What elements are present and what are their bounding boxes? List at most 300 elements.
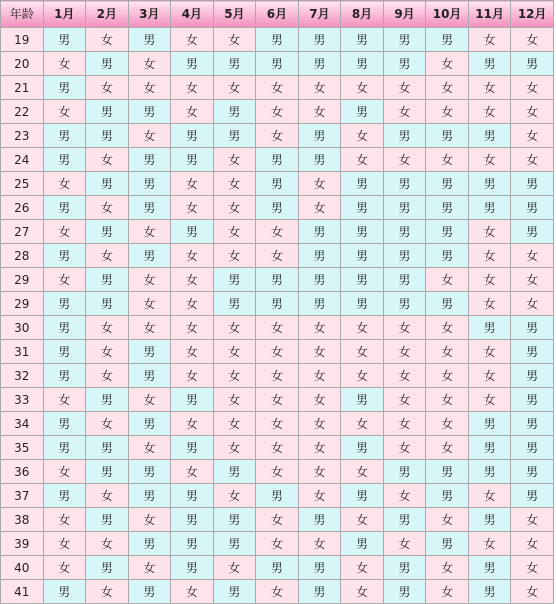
male-cell: 男 (426, 292, 469, 316)
table-row (1, 580, 554, 604)
table-row (1, 52, 554, 76)
female-cell: 女 (256, 100, 299, 124)
female-cell: 女 (341, 316, 384, 340)
female-cell: 女 (383, 100, 426, 124)
female-cell: 女 (256, 244, 299, 268)
age-cell: 36 (1, 460, 44, 484)
female-cell: 女 (298, 412, 341, 436)
male-cell: 男 (298, 28, 341, 52)
female-cell: 女 (341, 148, 384, 172)
male-cell: 男 (468, 196, 511, 220)
table-row (1, 28, 554, 52)
male-cell: 男 (298, 52, 341, 76)
male-cell: 男 (298, 556, 341, 580)
month-header: 8月 (341, 1, 384, 28)
male-cell: 男 (468, 124, 511, 148)
age-cell: 20 (1, 52, 44, 76)
female-cell: 女 (128, 556, 171, 580)
female-cell: 女 (468, 244, 511, 268)
female-cell: 女 (426, 148, 469, 172)
female-cell: 女 (171, 76, 214, 100)
age-cell: 29 (1, 268, 44, 292)
male-cell: 男 (383, 460, 426, 484)
female-cell: 女 (426, 580, 469, 604)
female-cell: 女 (43, 100, 86, 124)
table-row (1, 316, 554, 340)
male-cell: 男 (128, 364, 171, 388)
female-cell: 女 (213, 556, 256, 580)
female-cell: 女 (298, 76, 341, 100)
male-cell: 男 (426, 28, 469, 52)
male-cell: 男 (128, 460, 171, 484)
male-cell: 男 (43, 244, 86, 268)
male-cell: 男 (383, 124, 426, 148)
female-cell: 女 (341, 76, 384, 100)
female-cell: 女 (171, 364, 214, 388)
female-cell: 女 (256, 340, 299, 364)
male-cell: 男 (128, 100, 171, 124)
female-cell: 女 (86, 28, 129, 52)
female-cell: 女 (86, 580, 129, 604)
female-cell: 女 (256, 388, 299, 412)
female-cell: 女 (383, 148, 426, 172)
female-cell: 女 (511, 100, 554, 124)
female-cell: 女 (213, 412, 256, 436)
female-cell: 女 (86, 148, 129, 172)
female-cell: 女 (171, 580, 214, 604)
female-cell: 女 (511, 292, 554, 316)
female-cell: 女 (511, 268, 554, 292)
age-cell: 34 (1, 412, 44, 436)
table-row (1, 76, 554, 100)
male-cell: 男 (468, 460, 511, 484)
male-cell: 男 (171, 436, 214, 460)
male-cell: 男 (213, 532, 256, 556)
female-cell: 女 (86, 316, 129, 340)
male-cell: 男 (86, 268, 129, 292)
table-row (1, 436, 554, 460)
table-row (1, 364, 554, 388)
male-cell: 男 (43, 148, 86, 172)
male-cell: 男 (298, 244, 341, 268)
female-cell: 女 (383, 76, 426, 100)
female-cell: 女 (298, 172, 341, 196)
male-cell: 男 (426, 220, 469, 244)
female-cell: 女 (213, 196, 256, 220)
female-cell: 女 (426, 364, 469, 388)
male-cell: 男 (171, 508, 214, 532)
male-cell: 男 (341, 196, 384, 220)
female-cell: 女 (511, 76, 554, 100)
female-cell: 女 (213, 316, 256, 340)
female-cell: 女 (213, 388, 256, 412)
female-cell: 女 (426, 52, 469, 76)
male-cell: 男 (43, 292, 86, 316)
age-cell: 27 (1, 220, 44, 244)
female-cell: 女 (213, 340, 256, 364)
female-cell: 女 (43, 220, 86, 244)
female-cell: 女 (213, 484, 256, 508)
female-cell: 女 (86, 196, 129, 220)
female-cell: 女 (468, 484, 511, 508)
female-cell: 女 (468, 28, 511, 52)
age-cell: 19 (1, 28, 44, 52)
male-cell: 男 (128, 340, 171, 364)
female-cell: 女 (86, 244, 129, 268)
female-cell: 女 (213, 364, 256, 388)
male-cell: 男 (383, 196, 426, 220)
male-cell: 男 (511, 52, 554, 76)
male-cell: 男 (511, 460, 554, 484)
male-cell: 男 (256, 172, 299, 196)
age-cell: 31 (1, 340, 44, 364)
male-cell: 男 (128, 532, 171, 556)
male-cell: 男 (171, 52, 214, 76)
female-cell: 女 (383, 364, 426, 388)
age-cell: 26 (1, 196, 44, 220)
female-cell: 女 (128, 292, 171, 316)
female-cell: 女 (128, 436, 171, 460)
female-cell: 女 (468, 148, 511, 172)
female-cell: 女 (511, 508, 554, 532)
male-cell: 男 (511, 196, 554, 220)
female-cell: 女 (128, 268, 171, 292)
male-cell: 男 (426, 244, 469, 268)
female-cell: 女 (383, 340, 426, 364)
female-cell: 女 (383, 532, 426, 556)
table-row (1, 340, 554, 364)
male-cell: 男 (468, 436, 511, 460)
female-cell: 女 (256, 508, 299, 532)
male-cell: 男 (511, 172, 554, 196)
male-cell: 男 (383, 268, 426, 292)
female-cell: 女 (213, 76, 256, 100)
male-cell: 男 (256, 556, 299, 580)
month-header: 2月 (86, 1, 129, 28)
table-row (1, 196, 554, 220)
male-cell: 男 (171, 556, 214, 580)
male-cell: 男 (128, 484, 171, 508)
female-cell: 女 (171, 316, 214, 340)
female-cell: 女 (171, 244, 214, 268)
female-cell: 女 (43, 268, 86, 292)
age-cell: 30 (1, 316, 44, 340)
female-cell: 女 (511, 244, 554, 268)
male-cell: 男 (426, 172, 469, 196)
female-cell: 女 (383, 436, 426, 460)
male-cell: 男 (43, 196, 86, 220)
female-cell: 女 (426, 268, 469, 292)
male-cell: 男 (468, 52, 511, 76)
female-cell: 女 (341, 580, 384, 604)
month-header: 1月 (43, 1, 86, 28)
female-cell: 女 (298, 532, 341, 556)
female-cell: 女 (256, 460, 299, 484)
month-header: 3月 (128, 1, 171, 28)
male-cell: 男 (341, 532, 384, 556)
female-cell: 女 (426, 412, 469, 436)
female-cell: 女 (86, 364, 129, 388)
female-cell: 女 (256, 436, 299, 460)
male-cell: 男 (86, 556, 129, 580)
female-cell: 女 (213, 172, 256, 196)
male-cell: 男 (341, 52, 384, 76)
male-cell: 男 (43, 28, 86, 52)
table-row (1, 556, 554, 580)
table-row (1, 484, 554, 508)
female-cell: 女 (298, 196, 341, 220)
male-cell: 男 (213, 268, 256, 292)
female-cell: 女 (171, 292, 214, 316)
male-cell: 男 (383, 508, 426, 532)
month-header: 11月 (468, 1, 511, 28)
male-cell: 男 (86, 292, 129, 316)
male-cell: 男 (383, 220, 426, 244)
female-cell: 女 (171, 172, 214, 196)
male-cell: 男 (213, 52, 256, 76)
male-cell: 男 (511, 316, 554, 340)
male-cell: 男 (86, 52, 129, 76)
male-cell: 男 (128, 412, 171, 436)
female-cell: 女 (128, 316, 171, 340)
male-cell: 男 (128, 148, 171, 172)
male-cell: 男 (43, 436, 86, 460)
female-cell: 女 (468, 268, 511, 292)
male-cell: 男 (128, 196, 171, 220)
male-cell: 男 (298, 220, 341, 244)
female-cell: 女 (256, 316, 299, 340)
table-row (1, 388, 554, 412)
female-cell: 女 (298, 436, 341, 460)
male-cell: 男 (298, 292, 341, 316)
male-cell: 男 (43, 580, 86, 604)
male-cell: 男 (298, 124, 341, 148)
male-cell: 男 (341, 244, 384, 268)
male-cell: 男 (511, 364, 554, 388)
table-row (1, 412, 554, 436)
male-cell: 男 (511, 484, 554, 508)
table-header (1, 1, 554, 28)
female-cell: 女 (128, 76, 171, 100)
male-cell: 男 (213, 124, 256, 148)
male-cell: 男 (171, 124, 214, 148)
male-cell: 男 (468, 556, 511, 580)
female-cell: 女 (128, 52, 171, 76)
female-cell: 女 (341, 460, 384, 484)
female-cell: 女 (213, 244, 256, 268)
female-cell: 女 (128, 124, 171, 148)
female-cell: 女 (256, 364, 299, 388)
male-cell: 男 (383, 28, 426, 52)
male-cell: 男 (298, 580, 341, 604)
male-cell: 男 (341, 436, 384, 460)
table-row (1, 244, 554, 268)
male-cell: 男 (86, 508, 129, 532)
female-cell: 女 (426, 340, 469, 364)
male-cell: 男 (256, 148, 299, 172)
male-cell: 男 (43, 76, 86, 100)
male-cell: 男 (426, 196, 469, 220)
female-cell: 女 (171, 100, 214, 124)
male-cell: 男 (468, 172, 511, 196)
male-cell: 男 (128, 172, 171, 196)
female-cell: 女 (341, 340, 384, 364)
female-cell: 女 (468, 388, 511, 412)
female-cell: 女 (171, 460, 214, 484)
female-cell: 女 (256, 220, 299, 244)
male-cell: 男 (43, 364, 86, 388)
male-cell: 男 (468, 412, 511, 436)
female-cell: 女 (213, 148, 256, 172)
table-row (1, 220, 554, 244)
male-cell: 男 (511, 388, 554, 412)
female-cell: 女 (128, 388, 171, 412)
male-cell: 男 (171, 484, 214, 508)
female-cell: 女 (86, 412, 129, 436)
female-cell: 女 (511, 580, 554, 604)
female-cell: 女 (468, 292, 511, 316)
male-cell: 男 (341, 388, 384, 412)
male-cell: 男 (256, 52, 299, 76)
male-cell: 男 (213, 292, 256, 316)
female-cell: 女 (341, 412, 384, 436)
male-cell: 男 (86, 100, 129, 124)
table-row (1, 532, 554, 556)
male-cell: 男 (128, 244, 171, 268)
table-row (1, 292, 554, 316)
male-cell: 男 (341, 484, 384, 508)
female-cell: 女 (298, 484, 341, 508)
male-cell: 男 (171, 532, 214, 556)
female-cell: 女 (43, 172, 86, 196)
female-cell: 女 (256, 412, 299, 436)
male-cell: 男 (128, 28, 171, 52)
age-cell: 37 (1, 484, 44, 508)
female-cell: 女 (383, 316, 426, 340)
age-column-header: 年龄 (1, 1, 44, 28)
male-cell: 男 (511, 220, 554, 244)
female-cell: 女 (511, 148, 554, 172)
female-cell: 女 (298, 100, 341, 124)
female-cell: 女 (256, 76, 299, 100)
male-cell: 男 (298, 508, 341, 532)
male-cell: 男 (256, 196, 299, 220)
age-cell: 40 (1, 556, 44, 580)
female-cell: 女 (426, 556, 469, 580)
male-cell: 男 (86, 124, 129, 148)
male-cell: 男 (426, 532, 469, 556)
age-cell: 23 (1, 124, 44, 148)
female-cell: 女 (43, 52, 86, 76)
month-header: 12月 (511, 1, 554, 28)
table-row (1, 460, 554, 484)
male-cell: 男 (86, 220, 129, 244)
male-cell: 男 (383, 580, 426, 604)
female-cell: 女 (256, 532, 299, 556)
male-cell: 男 (256, 268, 299, 292)
male-cell: 男 (468, 316, 511, 340)
male-cell: 男 (468, 580, 511, 604)
male-cell: 男 (341, 100, 384, 124)
male-cell: 男 (86, 388, 129, 412)
female-cell: 女 (468, 220, 511, 244)
female-cell: 女 (468, 364, 511, 388)
male-cell: 男 (171, 388, 214, 412)
male-cell: 男 (511, 436, 554, 460)
male-cell: 男 (256, 484, 299, 508)
male-cell: 男 (43, 484, 86, 508)
header-row (1, 1, 554, 28)
table-row (1, 148, 554, 172)
age-cell: 41 (1, 580, 44, 604)
male-cell: 男 (298, 268, 341, 292)
month-header: 5月 (213, 1, 256, 28)
female-cell: 女 (426, 76, 469, 100)
male-cell: 男 (468, 508, 511, 532)
male-cell: 男 (128, 580, 171, 604)
month-header: 10月 (426, 1, 469, 28)
female-cell: 女 (468, 340, 511, 364)
male-cell: 男 (256, 28, 299, 52)
female-cell: 女 (341, 364, 384, 388)
month-header: 4月 (171, 1, 214, 28)
female-cell: 女 (43, 556, 86, 580)
female-cell: 女 (256, 124, 299, 148)
female-cell: 女 (511, 124, 554, 148)
female-cell: 女 (511, 556, 554, 580)
female-cell: 女 (86, 340, 129, 364)
female-cell: 女 (171, 28, 214, 52)
male-cell: 男 (341, 28, 384, 52)
male-cell: 男 (171, 220, 214, 244)
female-cell: 女 (298, 388, 341, 412)
male-cell: 男 (383, 172, 426, 196)
female-cell: 女 (383, 388, 426, 412)
male-cell: 男 (256, 292, 299, 316)
female-cell: 女 (426, 508, 469, 532)
male-cell: 男 (426, 460, 469, 484)
female-cell: 女 (341, 556, 384, 580)
table-row (1, 124, 554, 148)
female-cell: 女 (298, 316, 341, 340)
male-cell: 男 (341, 292, 384, 316)
female-cell: 女 (298, 460, 341, 484)
male-cell: 男 (383, 556, 426, 580)
month-header: 7月 (298, 1, 341, 28)
male-cell: 男 (341, 220, 384, 244)
male-cell: 男 (383, 292, 426, 316)
male-cell: 男 (383, 244, 426, 268)
age-cell: 24 (1, 148, 44, 172)
female-cell: 女 (426, 316, 469, 340)
male-cell: 男 (383, 52, 426, 76)
female-cell: 女 (86, 532, 129, 556)
female-cell: 女 (426, 436, 469, 460)
female-cell: 女 (383, 484, 426, 508)
female-cell: 女 (213, 436, 256, 460)
male-cell: 男 (213, 580, 256, 604)
female-cell: 女 (383, 412, 426, 436)
age-cell: 35 (1, 436, 44, 460)
male-cell: 男 (298, 148, 341, 172)
male-cell: 男 (86, 460, 129, 484)
female-cell: 女 (468, 100, 511, 124)
age-cell: 38 (1, 508, 44, 532)
age-cell: 28 (1, 244, 44, 268)
table-body (1, 28, 554, 604)
male-cell: 男 (341, 172, 384, 196)
male-cell: 男 (426, 484, 469, 508)
